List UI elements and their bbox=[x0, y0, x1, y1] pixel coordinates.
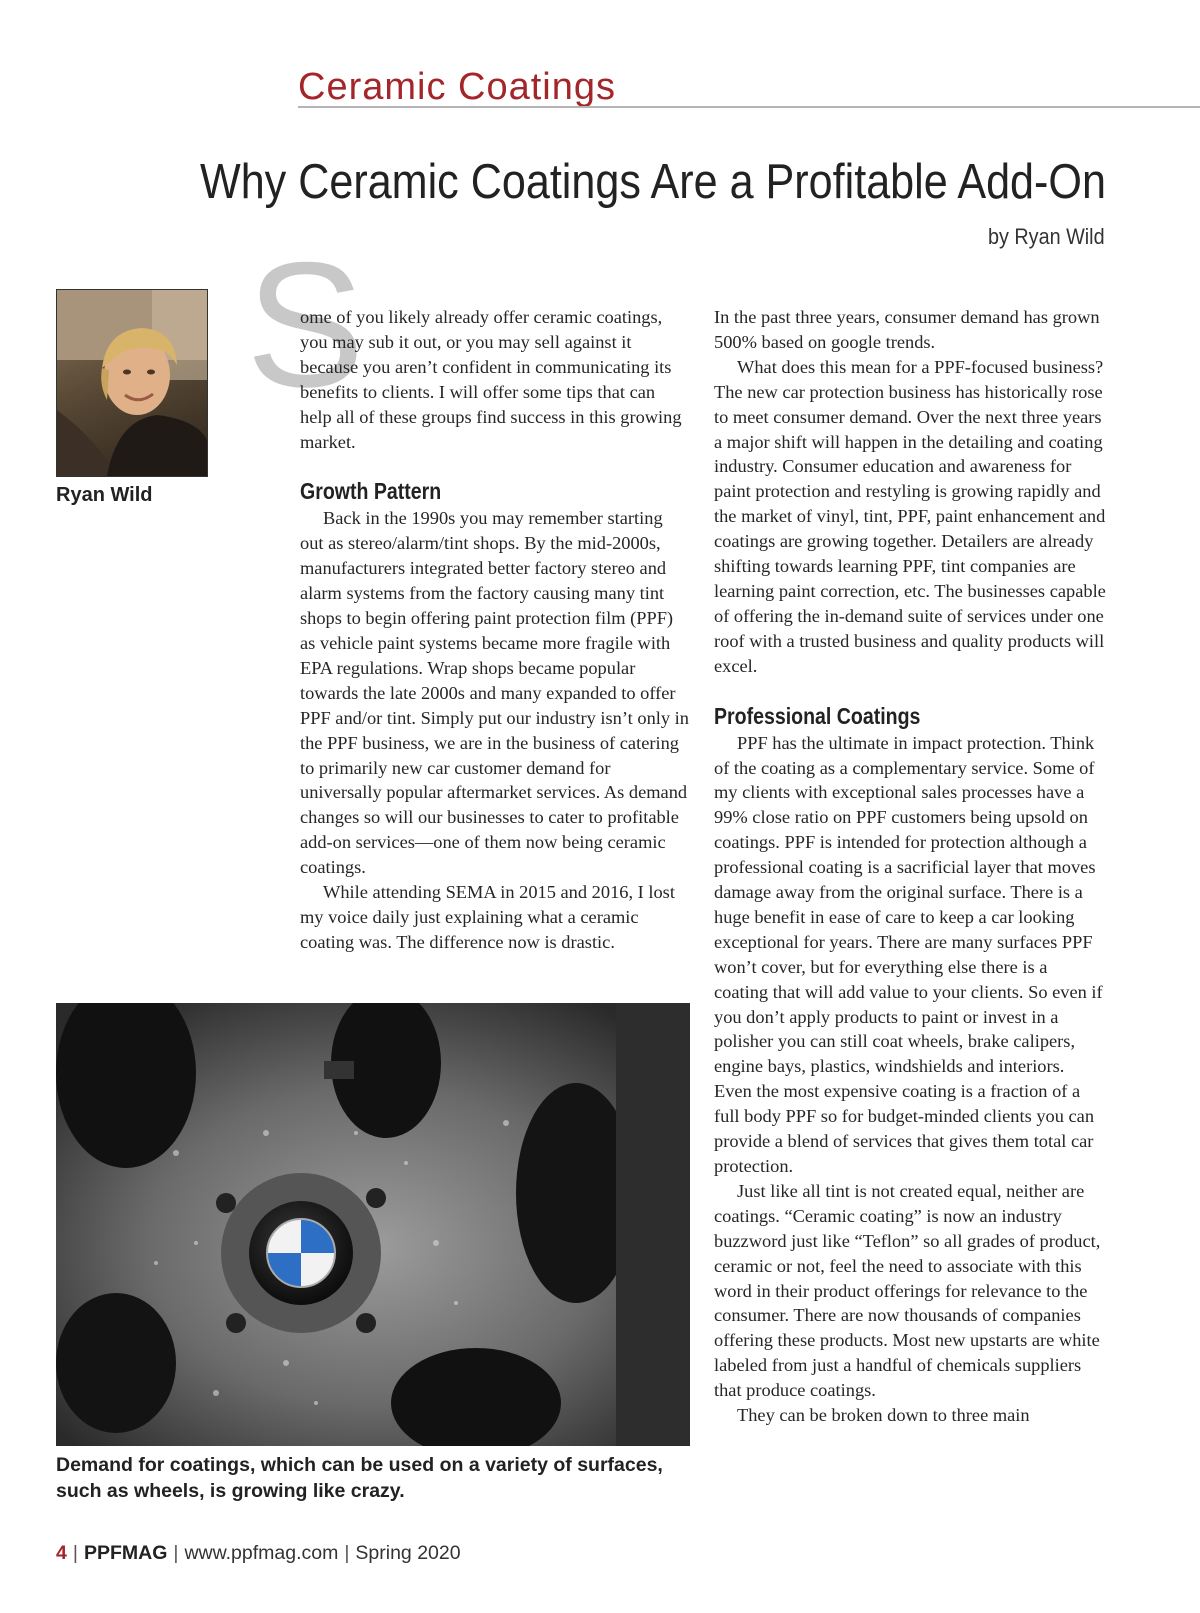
photo-caption: Demand for coatings, which can be used on a variety of surfaces, such as wheels, is growing like crazy. bbox=[56, 1454, 663, 1502]
section-title: Ceramic Coatings bbox=[298, 66, 616, 108]
page-footer bbox=[56, 1542, 461, 1565]
professional-paragraph-1: PPF has the ultimate in impact protection. Think of the coating as a complementary service. Some of my clients with exceptional sales processes have a 99% close ratio on PPF customers being upsold on coatings. PPF is intended for protection although a professional coating is a sacrificial layer that moves damage away from the original surface. There is a huge benefit in ease of care to keep a car looking exceptional for years. There are many surfaces PPF won’t cover, but for everything else there is a coating that will add value to your clients. So even if you don’t apply products to paint or invest in a polisher you can still coat wheels, brake calipers, engine bays, plastics, windshields and interiors. Even the most expensive coating is a fraction of a full body PPF so for budget-minded clients you can provide a blend of services that gives them total car protection. bbox=[714, 732, 1103, 1176]
article-headline: Why Ceramic Coatings Are a Profitable Add-On bbox=[200, 155, 1106, 209]
footer-separator: | bbox=[344, 1542, 350, 1564]
growth-paragraph-2: While attending SEMA in 2015 and 2016, I lost my voice daily just explaining what a ceramic coating was. The difference now is drastic. bbox=[300, 882, 675, 952]
wheel-photo bbox=[56, 1003, 690, 1446]
professional-paragraph-3: They can be broken down to three main bbox=[737, 1405, 1030, 1426]
article-column-right bbox=[714, 305, 1106, 1428]
article-column-left bbox=[300, 305, 690, 955]
drop-cap: S bbox=[246, 225, 365, 424]
intro-paragraph: ome of you likely already offer ceramic coatings, you may sub it out, or you may sell against it because you aren’t confident in communicating its benefits to clients. I will offer some tips that can help all of these groups find success in this growing market. bbox=[300, 307, 682, 452]
footer-separator: | bbox=[173, 1542, 179, 1564]
growth-pattern-heading: Growth Pattern bbox=[300, 478, 442, 505]
issue-date: Spring 2020 bbox=[355, 1542, 461, 1564]
section-rule bbox=[298, 106, 1200, 108]
author-name-caption: Ryan Wild bbox=[56, 484, 153, 506]
growth-paragraph-3: In the past three years, consumer demand has grown 500% based on google trends. bbox=[714, 307, 1100, 352]
page-number: 4 bbox=[56, 1542, 67, 1564]
author-photo bbox=[56, 289, 208, 477]
professional-paragraph-2: Just like all tint is not created equal, neither are coatings. “Ceramic coating” is now an industry buzzword just like “Teflon” so all grades of product, ceramic or not, feel the need to associate with this word in their product offerings for relevance to the consumer. There are now thousands of companies offering these products. Most new upstarts are white labeled from just a handful of chemicals suppliers that produce coatings. bbox=[714, 1180, 1101, 1401]
magazine-url: www.ppfmag.com bbox=[184, 1542, 339, 1564]
byline: by Ryan Wild bbox=[988, 224, 1105, 249]
growth-paragraph-1: Back in the 1990s you may remember starting out as stereo/alarm/tint shops. By the mid-2000s, manufacturers integrated better factory stereo and alarm systems from the factory causing many tint shops to begin offering paint protection film (PPF) as vehicle paint systems became more fragile with EPA regulations. Wrap shops became popular towards the late 2000s and many expanded to offer PPF and/or tint. Simply put our industry isn’t only in the PPF business, we are in the business of catering to primarily new car customer demand for universally popular aftermarket services. As demand changes so will our businesses to cater to profitable add-on services—one of them now being ceramic coatings. bbox=[300, 508, 689, 878]
footer-separator: | bbox=[72, 1542, 78, 1564]
professional-coatings-heading: Professional Coatings bbox=[714, 702, 921, 729]
growth-paragraph-4: What does this mean for a PPF-focused business? The new car protection business has historically rose to meet consumer demand. Over the next three years a major shift will happen in the detailing and coating industry. Consumer education and awareness for paint protection and restyling is growing rapidly and the market of vinyl, tint, PPF, paint enhancement and coatings are growing together. Detailers are already shifting towards learning PPF, tint companies are learning paint correction, etc. The businesses capable of offering the in-demand suite of services under one roof with a trusted business and quality products will excel. bbox=[714, 356, 1106, 676]
magazine-name: PPFMAG bbox=[83, 1542, 168, 1564]
